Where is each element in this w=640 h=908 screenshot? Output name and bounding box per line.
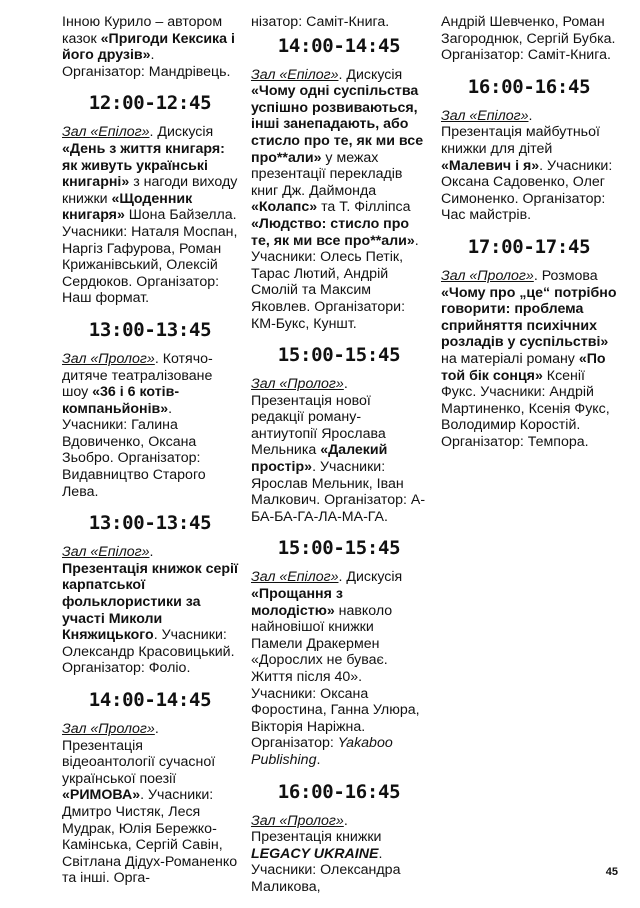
event-description xyxy=(62,124,238,307)
organizer-name: Yakaboo Publishing xyxy=(251,735,393,768)
event-text: у межах презентації перекладів книг Дж. Даймонда xyxy=(251,149,403,199)
hall-link[interactable]: Зал «Пролог» xyxy=(62,721,155,737)
hall-link[interactable]: Зал «Пролог» xyxy=(251,376,344,393)
event-type: . Дискусія xyxy=(338,66,403,83)
time-heading: 15:00-15:45 xyxy=(277,537,401,560)
event-text: та Т. Філліпса xyxy=(317,199,411,216)
event-text: з нагоди виходу книжки xyxy=(62,174,238,207)
event-type: . Презентація книжки xyxy=(251,812,382,846)
event-description xyxy=(251,569,427,768)
intro-paragraph: Андрій Шевченко, Роман Загороднюк, Сергій Бубка. Організатор: Саміт-Книга. xyxy=(441,14,616,64)
column-1 xyxy=(62,14,238,887)
hall-link[interactable]: Зал «Пролог» xyxy=(251,812,344,829)
event-participants: . Учасники: Дмитро Чистяк, Леся Мудрак, Юлія Бережко-Камінська, Сергій Савін, Світлана Дідух-Романенко та інші. Орга- xyxy=(62,787,238,887)
book-title: «Людство: стисло про те, як ми все про**али» xyxy=(251,215,415,249)
hall-link[interactable]: Зал «Пролог» xyxy=(62,350,155,367)
event-title: «Прощання з молодістю» xyxy=(251,586,343,619)
event-participants: . Учасники: Ярослав Мельник, Іван Малкович. Організатор: А-БА-БА-ГА-ЛА-МА-ГА. xyxy=(251,459,426,525)
event-description xyxy=(62,721,238,887)
page-number: 45 xyxy=(605,866,618,878)
event-type: . Дискусія xyxy=(338,569,403,586)
time-heading: 13:00-13:45 xyxy=(88,512,212,535)
time-heading: 14:00-14:45 xyxy=(277,34,401,57)
event-text: . xyxy=(316,751,321,768)
event-text: на матеріалі роману xyxy=(441,350,579,367)
hall-link[interactable]: Зал «Епілог» xyxy=(251,66,339,83)
book-title: «По той бік сонця» xyxy=(441,350,606,384)
event-description xyxy=(441,268,617,451)
intro-text: Інною Курило – автором казок xyxy=(62,14,223,47)
event-title: LEGACY UKRAINE xyxy=(251,845,379,862)
event-title: «Чому про „це“ потрібно говорити: проблема сприйняття психічних розладів у суспільстві» xyxy=(441,284,617,351)
event-description xyxy=(251,813,427,896)
event-title: «Малевич і я» xyxy=(441,157,540,174)
hall-link[interactable]: Зал «Пролог» xyxy=(441,267,534,284)
hall-link[interactable]: Зал «Епілог» xyxy=(251,569,339,586)
event-participants: навколо найновішої книжки Памели Дракермен «Дорослих не буває. Життя після 40». Учасники: Оксана Форостина, Ганна Улюра, Вікторія Наріжна. Організатор: xyxy=(251,602,420,752)
column-3 xyxy=(441,14,617,450)
column-2 xyxy=(251,14,427,896)
time-heading: 15:00-15:45 xyxy=(277,344,401,367)
intro-paragraph xyxy=(62,14,238,80)
event-participants: . Учасники: Оксана Садовенко, Олег Симоненко. Організатор: Час майстрів. xyxy=(441,157,613,224)
time-heading: 12:00-12:45 xyxy=(88,92,212,115)
intro-organizer: . Організатор: Мандрівець. xyxy=(62,47,231,80)
hall-link[interactable]: Зал «Епілог» xyxy=(441,107,529,124)
event-title: «День з життя книгаря: як живуть українські книгарні» xyxy=(62,140,225,191)
event-title: «Далекий простір» xyxy=(251,442,388,476)
event-type: . xyxy=(149,544,154,561)
time-heading: 16:00-16:45 xyxy=(467,75,591,98)
event-type: . Презентація відеоантології сучасної української поезії xyxy=(62,721,216,787)
time-heading: 13:00-13:45 xyxy=(88,318,212,341)
time-heading: 14:00-14:45 xyxy=(88,689,212,711)
event-description xyxy=(62,351,238,500)
event-title: «Чому одні суспільства успішно розвиваються, інші занепадають, або стисло про те, як ми все про**али» xyxy=(251,83,424,166)
hall-link[interactable]: Зал «Епілог» xyxy=(62,124,150,141)
event-description xyxy=(62,544,238,677)
event-title: «РИМОВА» xyxy=(62,787,141,804)
event-description xyxy=(251,67,427,333)
event-participants: Ксенії Фукс. Учасники: Андрій Мартиненко, Ксенія Фукс, Володимир Коростій. Організатор: Темпора. xyxy=(441,367,610,450)
book-title: «Колапс» xyxy=(251,199,318,216)
book-title: «Щоденник книгаря» xyxy=(62,190,193,224)
event-type: . Котячодитяче театралізоване шоу xyxy=(62,350,213,401)
intro-book-title: «Пригоди Кексика і його друзів» xyxy=(62,30,235,64)
event-participants: . Учасники: Галина Вдовиченко, Оксана Зьобро. Організатор: Видавництво Старого Лева. xyxy=(62,400,206,500)
event-title: «36 і 6 котів-компаньйонів» xyxy=(62,384,180,417)
event-participants: Шона Байзелла. Учасники: Наталя Моспан, Наргіз Гафурова, Роман Крижанівський, Олексій Сердюков. Організатор: Наш формат. xyxy=(62,207,238,307)
event-participants: . Учасники: Олесь Петік, Тарас Лютий, Андрій Смолій та Максим Яковлев. Організатори: КМ-Букс, Куншт. xyxy=(251,232,419,332)
event-type: . Презентація майбутньої книжки для дітей xyxy=(441,107,600,157)
time-heading: 16:00-16:45 xyxy=(277,780,401,803)
event-description xyxy=(251,376,427,525)
event-participants: . Учасники: Олександр Красовицький. Організатор: Фоліо. xyxy=(62,627,235,677)
intro-paragraph: нізатор: Саміт-Книга. xyxy=(251,14,390,30)
hall-link[interactable]: Зал «Епілог» xyxy=(62,544,150,561)
event-title: Презентація книжок серії карпатської фольклористики за участі Миколи Княжицького xyxy=(62,560,238,644)
event-type: . Дискусія xyxy=(149,124,214,141)
event-type: . Розмова xyxy=(533,267,598,284)
event-type: . Презентація нової редакції роману-антиутопії Ярослава Мельника xyxy=(251,376,386,459)
time-heading: 17:00-17:45 xyxy=(467,235,591,258)
event-participants: . Учасники: Олександра Маликова, xyxy=(251,845,401,895)
event-description xyxy=(441,108,617,224)
